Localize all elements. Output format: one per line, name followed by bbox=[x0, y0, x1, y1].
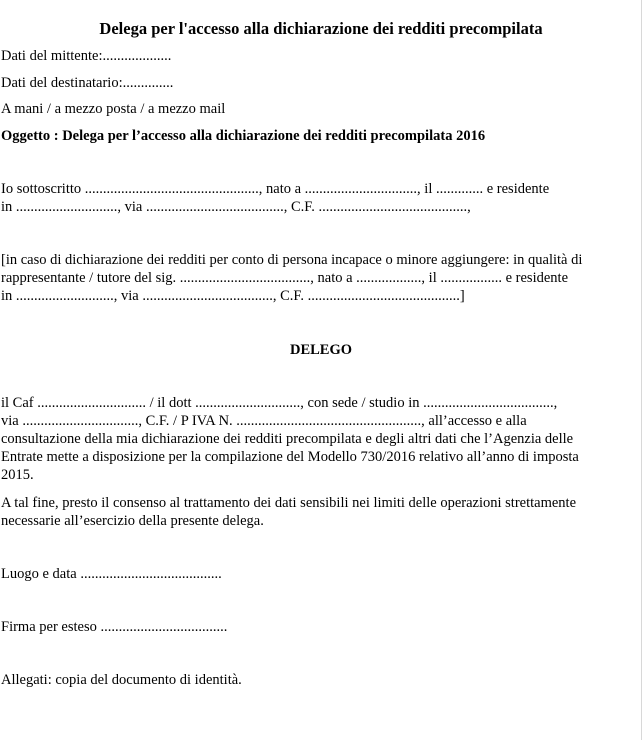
consent-line: necessarie all’esercizio della presente delega. bbox=[1, 513, 264, 529]
guardian-paragraph bbox=[1, 251, 641, 305]
delivery-method-line: A mani / a mezzo posta / a mezzo mail bbox=[1, 101, 226, 117]
subject-line: Oggetto : Delega per l’accesso alla dichiarazione dei redditi precompilata 2016 bbox=[1, 128, 486, 144]
signatory-line: in ............................, via ......................................, C.F. ........................................., bbox=[1, 199, 471, 215]
place-date-line: Luogo e data ....................................... bbox=[1, 566, 222, 582]
consent-line: A tal fine, presto il consenso al trattamento dei dati sensibili nei limiti delle operazioni strettamente bbox=[1, 495, 577, 511]
recipient-data-line: Dati del destinatario:.............. bbox=[1, 75, 174, 91]
guardian-line: rappresentante / tutore del sig. ...................................., nato a .................., il ................. e residente bbox=[1, 270, 569, 286]
signature-line: Firma per esteso ................................... bbox=[1, 619, 228, 635]
sender-data-line: Dati del mittente:................... bbox=[1, 48, 172, 64]
signatory-line: Io sottoscritto ................................................, nato a ..............................., il ............. e residente bbox=[1, 181, 550, 197]
attachments-line: Allegati: copia del documento di identità. bbox=[1, 672, 242, 688]
delego-heading: DELEGO bbox=[289, 342, 353, 358]
caf-line: 2015. bbox=[1, 467, 34, 483]
caf-paragraph bbox=[1, 394, 641, 484]
consent-paragraph bbox=[1, 494, 641, 530]
caf-line: Entrate mette a disposizione per la compilazione del Modello 730/2016 relativo all’anno di imposta bbox=[1, 449, 579, 465]
caf-line: il Caf .............................. / il dott ............................., con sede / studio in ...................................., bbox=[1, 395, 558, 411]
signatory-paragraph bbox=[1, 180, 641, 216]
guardian-line: in ..........................., via ...................................., C.F. ..........................................] bbox=[1, 288, 465, 304]
caf-line: consultazione della mia dichiarazione dei redditi precompilata e degli altri dati che l’Agenzia delle bbox=[1, 431, 574, 447]
caf-line: via ................................, C.F. / P IVA N. ..................................................., all’accesso e alla bbox=[1, 413, 527, 429]
guardian-line: [in caso di dichiarazione dei redditi per conto di persona incapace o minore aggiungere: in qualità di bbox=[1, 252, 583, 268]
document-title: Delega per l'accesso alla dichiarazione dei redditi precompilata bbox=[99, 19, 543, 38]
